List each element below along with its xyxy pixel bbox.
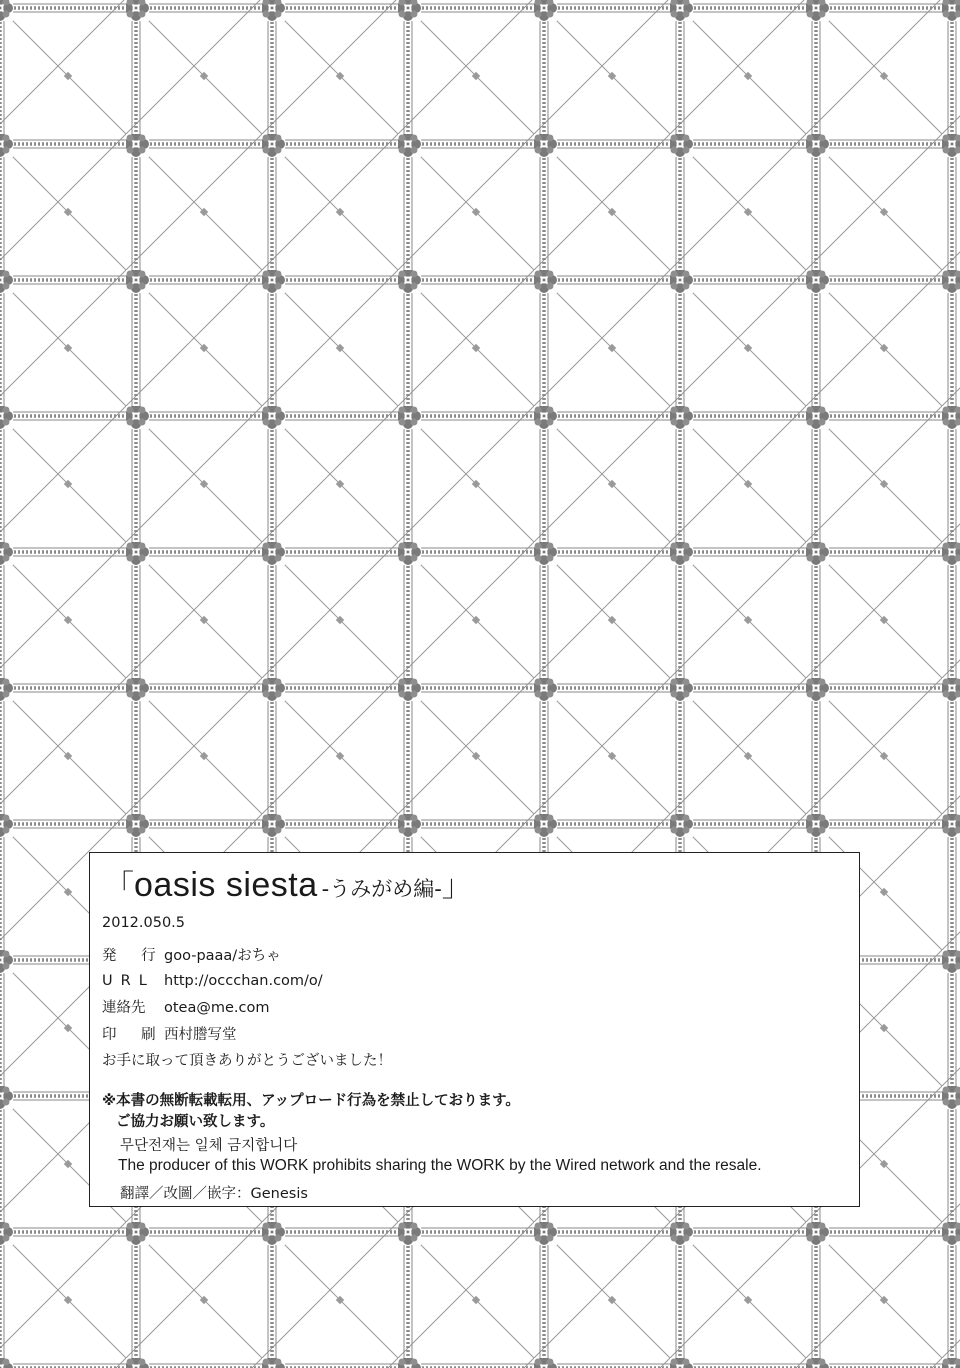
publisher-value: goo-paaa/おちゃ xyxy=(164,948,281,964)
colophon-box xyxy=(89,852,860,1207)
translation-credits: 翻譯／改圖／嵌字：Genesis xyxy=(120,1186,308,1202)
url-value: http://occchan.com/o/ xyxy=(164,973,323,989)
url-row xyxy=(102,973,323,989)
korean-notice: 무단전재는 일체 금지합니다 xyxy=(120,1138,298,1154)
publisher-row xyxy=(102,944,281,965)
open-bracket: 「 xyxy=(104,869,134,904)
title-subtitle: -うみがめ編- xyxy=(321,877,442,901)
contact-value: otea@me.com xyxy=(164,1000,270,1016)
title-main: oasis siesta xyxy=(134,866,318,904)
issue-date: 2012.050.5 xyxy=(102,915,186,931)
printer-label: 印 刷 xyxy=(102,1027,166,1043)
publisher-label: 発 行 xyxy=(102,948,166,964)
colophon-title xyxy=(104,861,472,905)
close-bracket: 」 xyxy=(441,869,472,904)
copyright-notice-line2: ご協力お願い致します。 xyxy=(116,1114,275,1130)
contact-label: 連絡先 xyxy=(102,1000,146,1016)
copyright-notice-line1: ※本書の無断転載転用、アップロード行為を禁止しております。 xyxy=(102,1093,520,1109)
printer-value: 西村謄写堂 xyxy=(164,1027,237,1043)
url-label: URL xyxy=(102,973,155,989)
english-notice: The producer of this WORK prohibits sharing the WORK by the Wired network and the resale. xyxy=(118,1157,762,1174)
thanks-message: お手に取って頂きありがとうございました！ xyxy=(102,1053,392,1069)
contact-row xyxy=(102,996,270,1017)
printer-row xyxy=(102,1023,237,1044)
